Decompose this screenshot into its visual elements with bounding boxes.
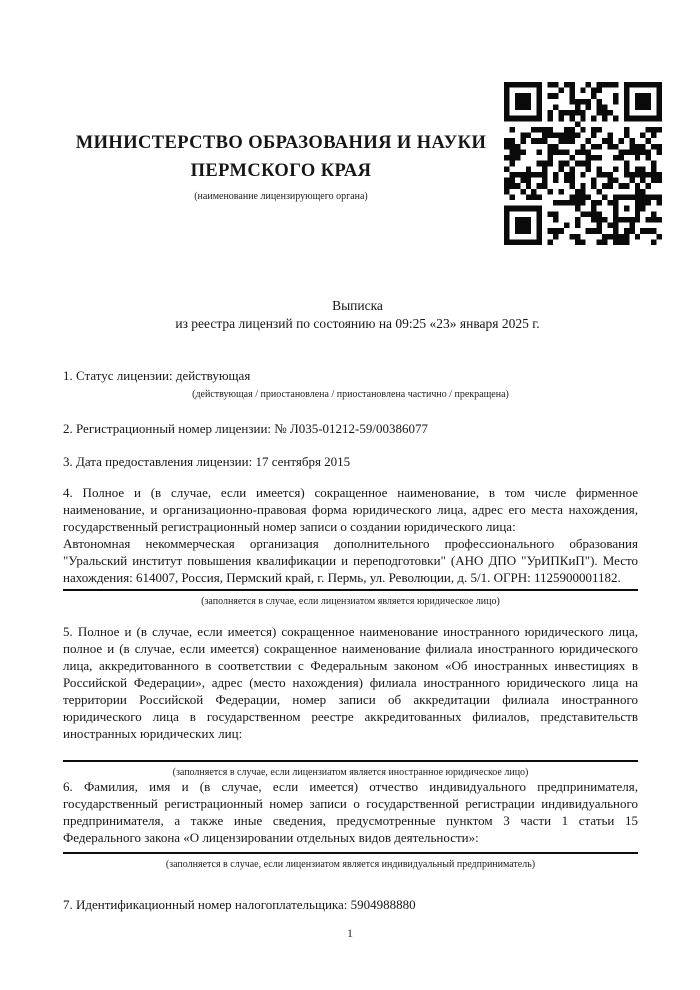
qr-code-icon xyxy=(504,82,662,245)
page-number: 1 xyxy=(347,926,353,940)
legal-entity-caption: (заполняется в случае, если лицензиатом является юридическое лицо) xyxy=(201,596,500,607)
field-license-status xyxy=(63,367,638,401)
ministry-name-line2: ПЕРМСКОГО КРАЯ xyxy=(190,161,372,181)
field-taxpayer-id xyxy=(63,896,638,913)
licensing-authority-header xyxy=(63,129,499,203)
taxpayer-id-text: 7. Идентификационный номер налогоплательщика: 5904988880 xyxy=(63,897,416,912)
document-title-line2: из реестра лицензий по состоянию на 09:25 «23» января 2025 г. xyxy=(175,316,540,331)
ministry-name-line1: МИНИСТЕРСТВО ОБРАЗОВАНИЯ И НАУКИ xyxy=(75,133,487,153)
field-foreign-entity xyxy=(63,623,638,779)
foreign-entity-blank-value xyxy=(63,742,638,759)
entrepreneur-underline xyxy=(63,852,638,854)
field-registration-number xyxy=(63,420,638,437)
entrepreneur-caption: (заполняется в случае, если лицензиатом является индивидуальный предприниматель) xyxy=(165,859,536,870)
document-title-line1: Выписка xyxy=(332,298,383,313)
license-date-text: 3. Дата предоставления лицензии: 17 сентября 2015 xyxy=(63,454,351,469)
ministry-caption: (наименование лицензирующего органа) xyxy=(194,191,368,202)
license-status-caption: (действующая / приостановлена / приостановлена частично / прекращена) xyxy=(192,389,509,400)
legal-entity-value: Автономная некоммерческая организация дополнительного профессионального образования "Уральский институт повышения квалификации и переподготовки" (АНО ДПО "УрИПКиП"). Место нахождения: 614007, Россия, Пермский край, г. Пермь, ул. Революции, д. 5/1. ОГРН: 1125900001182. xyxy=(63,536,638,585)
field-entrepreneur xyxy=(63,778,638,871)
field-legal-entity xyxy=(63,484,638,608)
legal-entity-label: 4. Полное и (в случае, если имеется) сокращенное наименование, в том числе фирменное наименование, и организационно-правовая форма юридического лица, адрес его места нахождения, государственный регистрационный номер записи о создании юридического лица: xyxy=(63,485,638,534)
field-license-date xyxy=(63,453,638,470)
foreign-entity-label: 5. Полное и (в случае, если имеется) сокращенное наименование иностранного юридического лица, полное и (в случае, если имеется) сокращенное наименование филиала иностранного юридического лица, аккредитованного в соответствии с Федеральным законом «Об иностранных инвестициях в Российской Федерации», адрес (место нахождения) филиала иностранного юридического лица на территории Российской Федерации, номер записи об аккредитации филиала иностранного юридического лица в государственном реестре аккредитованных филиалов, представительств иностранных юридических лиц: xyxy=(63,624,638,741)
legal-entity-underline xyxy=(63,589,638,591)
entrepreneur-label: 6. Фамилия, имя и (в случае, если имеется) отчество индивидуального предпринимателя, государственный регистрационный номер записи о государственной регистрации индивидуального предпринимателя, а также иные сведения, предусмотренные пунктом 3 части 1 статьи 15 Федерального закона «О лицензировании отдельных видов деятельности»: xyxy=(63,779,638,845)
document-title xyxy=(70,297,645,333)
registration-number-text: 2. Регистрационный номер лицензии: № Л035-01212-59/00386077 xyxy=(63,421,429,436)
foreign-entity-underline xyxy=(63,760,638,762)
license-status-text: 1. Статус лицензии: действующая xyxy=(63,368,251,383)
foreign-entity-caption: (заполняется в случае, если лицензиатом является иностранное юридическое лицо) xyxy=(172,767,529,778)
